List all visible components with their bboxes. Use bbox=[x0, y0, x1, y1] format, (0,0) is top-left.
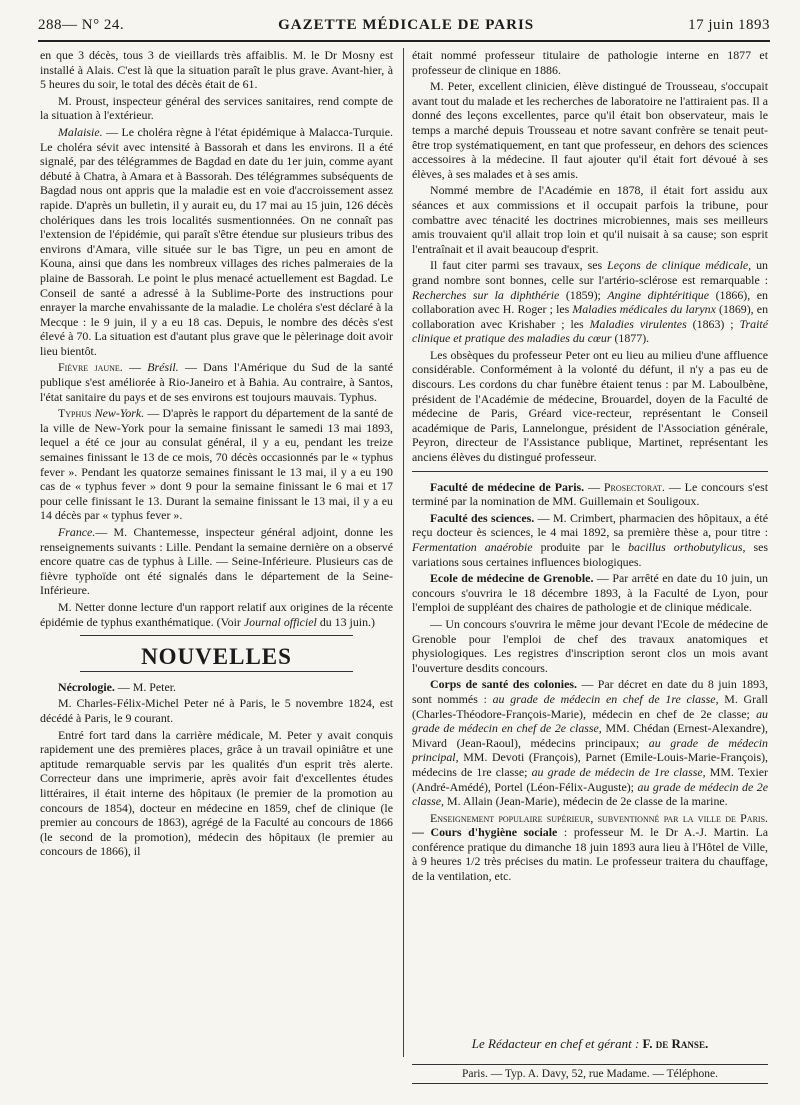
paragraph: en que 3 décès, tous 3 de vieillards très affaiblis. M. le Dr Mosny est installé à Alais. C'est là que la situation paraît le plus grave. Avant-hier, à 5 heures du soir, le total des décès était de 61. bbox=[40, 48, 393, 92]
paragraph-text: (1869), en collaboration avec Krishaber ; les bbox=[412, 302, 769, 331]
work-title: Leçons de clinique médicale, bbox=[607, 258, 752, 273]
work-title: Traité clinique et pratique des maladies du cœur bbox=[412, 316, 768, 346]
paragraph-text: M. Allain (Jean-Marie), médecin de 2e classe de la marine. bbox=[444, 794, 728, 809]
work-title: Maladies médicales du larynx bbox=[572, 302, 716, 317]
grade-label: au grade de médecin en chef de 2e classe, bbox=[412, 706, 768, 736]
issue-date: 17 juin 1893 bbox=[688, 17, 770, 33]
paragraph-text: MM. Devoti (François), Parnet (Emile-Louis-Marie-François), médecins de 1re classe; bbox=[412, 750, 768, 779]
paragraph-text: (1859); bbox=[559, 287, 608, 302]
obituary-name: — M. Peter. bbox=[114, 679, 177, 694]
paragraph-text: M. Netter donne lecture d'un rapport relatif aux origines de la récente épidémie de typhus exanthématique. (Voir bbox=[40, 599, 393, 629]
paragraph-text: — D'après le rapport du département de la santé de la ville de New-York pour la semaine finissant le samedi 13 mai 1893, lequel a été ce jour au consulat général, il y a eu, pendant les treize semaines finissant le 13 de ce mois, 70 décès occasionnés par le « typhus fever ». Pendant les quatorze semaines finissant le 13 mai, il y a eu 190 cas de « typhus fever » dont 9 pour la semaine finissant le 6 mai et 17 pour celle finissant le 13. Durant la semaine finissant le 13 mai, il y a eu 14 décès par « typhus fever ». bbox=[40, 406, 393, 523]
paragraph-text: : professeur M. le Dr A.-J. Martin. La conférence pratique du dimanche 18 juin 1893 aura lieu à l'Hôtel de Ville, à 9 heures 1/2 très précises du matin. Le professeur traitera du chauffage, de la ventilation, etc. bbox=[412, 825, 768, 884]
paragraph: était nommé professeur titulaire de pathologie interne en 1877 et professeur de clinique en 1886. bbox=[412, 48, 768, 77]
paragraph bbox=[412, 811, 768, 884]
paragraph-text: — Dans l'Amérique du Sud de la santé publique s'est améliorée à Rio-Janeiro et à Bahia. Au contraire, à Santos, l'état sanitaire du pays et de ses environs est toujours mauvais. Typhus. bbox=[40, 360, 394, 404]
editor-name: F. de Ranse. bbox=[642, 1036, 709, 1051]
work-title: Angine diphtéritique bbox=[607, 287, 710, 302]
paragraph-text: MM. Chédan (Ernest-Alexandre), Mivard (Jean-Raoul), médecins principaux; bbox=[412, 721, 768, 750]
right-column bbox=[412, 48, 768, 886]
section-label: Faculté des sciences. bbox=[430, 510, 535, 525]
section-label: Ecole de médecine de Grenoble. bbox=[430, 571, 594, 586]
section-heading: NOUVELLES bbox=[141, 644, 292, 670]
paragraph: Fièvre jaune. — Brésil. — Dans l'Amérique du Sud de la santé publique s'est améliorée à Rio-Janeiro et à Bahia. Au contraire, à Santos, l'état sanitaire du pays et de ses environs est toujours mauvais. Typhus. bbox=[40, 360, 394, 404]
work-title: Maladies virulentes bbox=[589, 316, 687, 331]
paragraph bbox=[412, 677, 768, 808]
section-divider bbox=[412, 471, 768, 472]
header-rule bbox=[38, 40, 770, 42]
paragraph bbox=[412, 511, 768, 569]
paragraph-text: (1866), en collaboration avec H. Roger ; les bbox=[412, 287, 768, 317]
section-label: Malaisie. bbox=[58, 124, 103, 139]
printer-line: Paris. — Typ. A. Davy, 52, rue Madame. — Téléphone. bbox=[412, 1064, 768, 1084]
work-title: Recherches sur la diphthérie bbox=[412, 287, 560, 302]
thesis-title: Fermentation anaérobie bbox=[412, 540, 533, 554]
paragraph: Nommé membre de l'Académie en 1878, il était fort assidu aux séances et aux commissions et il occupait parfois la tribune, pour combattre avec ténacité les doctrines microbiennes, mais ses meilleurs amis trouvaient qu'il allait trop loin et qu'il nuisait à sa cause; son esprit l'entraînait et il avait beaucoup d'esprit. bbox=[412, 183, 768, 256]
obituary-label: Nécrologie. bbox=[58, 679, 115, 694]
paragraph bbox=[412, 571, 768, 615]
subsection-label: New-York. bbox=[94, 406, 145, 421]
journal-title: GAZETTE MÉDICALE DE PARIS bbox=[278, 17, 535, 33]
grade-label: au grade de médecin en chef de 1re classe, bbox=[492, 691, 719, 706]
section-label: Typhus bbox=[58, 406, 92, 421]
subsection-label: Brésil. bbox=[147, 360, 179, 375]
left-column bbox=[40, 48, 393, 861]
editor-line bbox=[412, 1036, 768, 1052]
paragraph-text: ses variations sous certaines influences biologiques. bbox=[412, 540, 768, 569]
section-label: Enseignement populaire supérieur, subventionné par la ville de Paris. bbox=[430, 810, 768, 825]
paragraph: Entré fort tard dans la carrière médicale, M. Peter y avait conquis rapidement une des premières places, grâce à un travail opiniâtre et une aptitude remarquable servis par les qualités d'un esprit très alerte. Correcteur dans une imprimerie, après avoir fait d'excellentes études littéraires, il était interne des hôpitaux (le premier de la promotion au concours de 1854), docteur en médecine en 1859, chef de clinique (le premier au concours de 1863), agrégé de la Faculté au concours de 1866 (le second de la promotion), médecin des hôpitaux (le premier au concours de 1866), il bbox=[40, 727, 393, 859]
paragraph-text: M. Grall (Charles-Théodore-François-Marie), médecin en chef de 2e classe; bbox=[412, 691, 768, 721]
paragraph-text: — M. Chantemesse, inspecteur général adjoint, donne les renseignements suivants : Lille. Pendant la semaine dernière on a observé encore quatre cas de typhus à Lille. — Seine-Inférieure. Plusieurs cas de fièvre typhoïde ont été signalés dans le département de la Seine-Inférieure. bbox=[40, 525, 393, 598]
paragraph-text: produite par le bbox=[532, 540, 629, 554]
paragraph-text: — Par décret en date du 8 juin 1893, sont nommés : bbox=[412, 677, 768, 706]
subsection-label: — Cours d'hygiène sociale bbox=[412, 825, 558, 840]
issue-number: — N° 24. bbox=[62, 17, 125, 33]
paragraph-text: Il faut citer parmi ses travaux, ses bbox=[430, 258, 608, 273]
grade-label: au grade de médecin principal, bbox=[412, 735, 768, 765]
grade-label: au grade de médecin de 2e classe, bbox=[412, 779, 769, 809]
paragraph: M. Charles-Félix-Michel Peter né à Paris, le 5 novembre 1824, est décédé à Paris, le 9 courant. bbox=[40, 696, 393, 725]
page-number-block bbox=[38, 17, 124, 34]
paragraph-text: — Le concours s'est terminé par la nomination de MM. Guillemain et Souligoux. bbox=[412, 479, 768, 509]
page-number: 288 bbox=[38, 17, 62, 33]
paragraph-text: — M. Crimbert, pharmacien des hôpitaux, a été reçu docteur ès sciences, le 4 mai 1892, sa première thèse a, pour titre : bbox=[412, 510, 769, 540]
paragraph bbox=[40, 600, 393, 629]
paragraph: M. Peter, excellent clinicien, élève distingué de Trousseau, s'occupait avant tout du malade et les recherches de laboratoire ne l'attiraient pas. Il a donné des leçons excellentes, parce qu'il était bon observateur, mais le temps a marché depuis Trousseau et notre savant confrère se tenait peut-être trop systématiquement, en tant que professeur, en dehors des sciences accessoires à la médecine. Il faut ajouter qu'il était fort dévoué à ses élèves, à ses malades et à ses amis. bbox=[412, 79, 768, 181]
thesis-title: bacillus orthobutylicus, bbox=[628, 540, 746, 554]
journal-reference: Journal officiel bbox=[243, 614, 317, 629]
section-label: France. bbox=[58, 525, 96, 539]
column-divider bbox=[403, 48, 404, 1057]
paragraph-text: — Le choléra règne à l'état épidémique à Malacca-Turquie. Le choléra sévit avec intensité à Bassorah et dans les environs. Il a été signalé, par des télégrammes de Bagdad en date du 1er juin, comme ayant débuté à Chatra, à Amara et à Bassorah. Des télégrammes subséquents de Bagdad nous ont appris que la maladie est en voie d'accroissement assez rapide. D'après un bulletin, il y aurait eu, du 17 mai au 15 juin, 126 décès cholériques dans les trois localités susmentionnées. On ne connaît pas l'extension de l'épidémie, qui paraît s'être étendue sur plusieurs tribus des environs d'Amara, ville située sur le bas Tigre, un peu en amont de Kouna, ainsi que dans les nombreux villages des riches palmeraies de la plaine de Bassorah. Le point le plus menacé actuellement est Bagdad. Le Conseil de santé a adressé à la Sublime-Porte des instructions pour enrayer la marche envahissante de la maladie. Le choléra s'est déclaré à la Mecque : le 9 juin, il y a eu 18 cas. Depuis, le nombre des décès s'est élevé à 70. La situation est d'autant plus grave que le pèlerinage doit avoir lieu bientôt. bbox=[40, 124, 393, 358]
paragraph bbox=[40, 125, 393, 359]
paragraph: Les obsèques du professeur Peter ont eu lieu au milieu d'une affluence considérable. Conformément à la volonté du défunt, il n'y a pas eu de discours. Les cordons du char funèbre étaient tenus : par M. Laboulbène, président de l'Académie de médecine, Brouardel, doyen de la Faculté de médecine de Paris, Gréard vice-recteur, représentant le Conseil académique de Paris, Lannelongue, président de l'Association générale, Peyron, directeur de l'Assistance publique, Martinet, représentant les anciens élèves du distingué professeur. bbox=[412, 347, 768, 465]
paragraph-text: MM. Texier (André-Amédé), Portel (Léon-Félix-Auguste); bbox=[412, 764, 769, 794]
obituary-heading bbox=[40, 680, 393, 695]
paragraph-text: du 13 juin.) bbox=[316, 614, 375, 629]
paragraph: M. Proust, inspecteur général des services sanitaires, rend compte de la situation à l'extérieur. bbox=[40, 93, 393, 123]
paragraph-text: un grand nombre sont bonnes, celle sur l'artério-sclérose est remarquable : bbox=[412, 258, 768, 287]
paragraph: — Un concours s'ouvrira le même jour devant l'Ecole de médecine de Grenoble pour l'emploi de chef des travaux anatomiques et physiologiques. Les registres d'inscription seront clos un mois avant l'ouverture desdits concours. bbox=[412, 616, 768, 675]
paragraph bbox=[412, 258, 768, 346]
section-divider bbox=[80, 671, 353, 672]
section-label: Corps de santé des colonies. bbox=[430, 677, 577, 692]
section-label: Fièvre jaune. bbox=[58, 360, 123, 375]
paragraph-text: (1863) ; bbox=[686, 316, 740, 331]
section-divider bbox=[80, 635, 353, 636]
subsection-label: — Prosectorat. bbox=[584, 479, 665, 494]
paragraph bbox=[40, 406, 393, 523]
paragraph-text: (1877). bbox=[611, 331, 650, 346]
paragraph-text: — Par arrêté en date du 10 juin, un concours s'ouvrira le 18 décembre 1893, à la Faculté de Lyon, pour l'emploi de suppléant des chaires de pathologie et de clinique médicale. bbox=[412, 571, 768, 615]
editor-label: Le Rédacteur en chef et gérant : bbox=[471, 1036, 640, 1051]
paragraph bbox=[40, 525, 393, 598]
section-label: Faculté de médecine de Paris. bbox=[430, 479, 585, 494]
paragraph bbox=[412, 480, 768, 509]
grade-label: au grade de médecin de 1re classe, bbox=[531, 764, 706, 779]
page-header bbox=[38, 10, 770, 34]
